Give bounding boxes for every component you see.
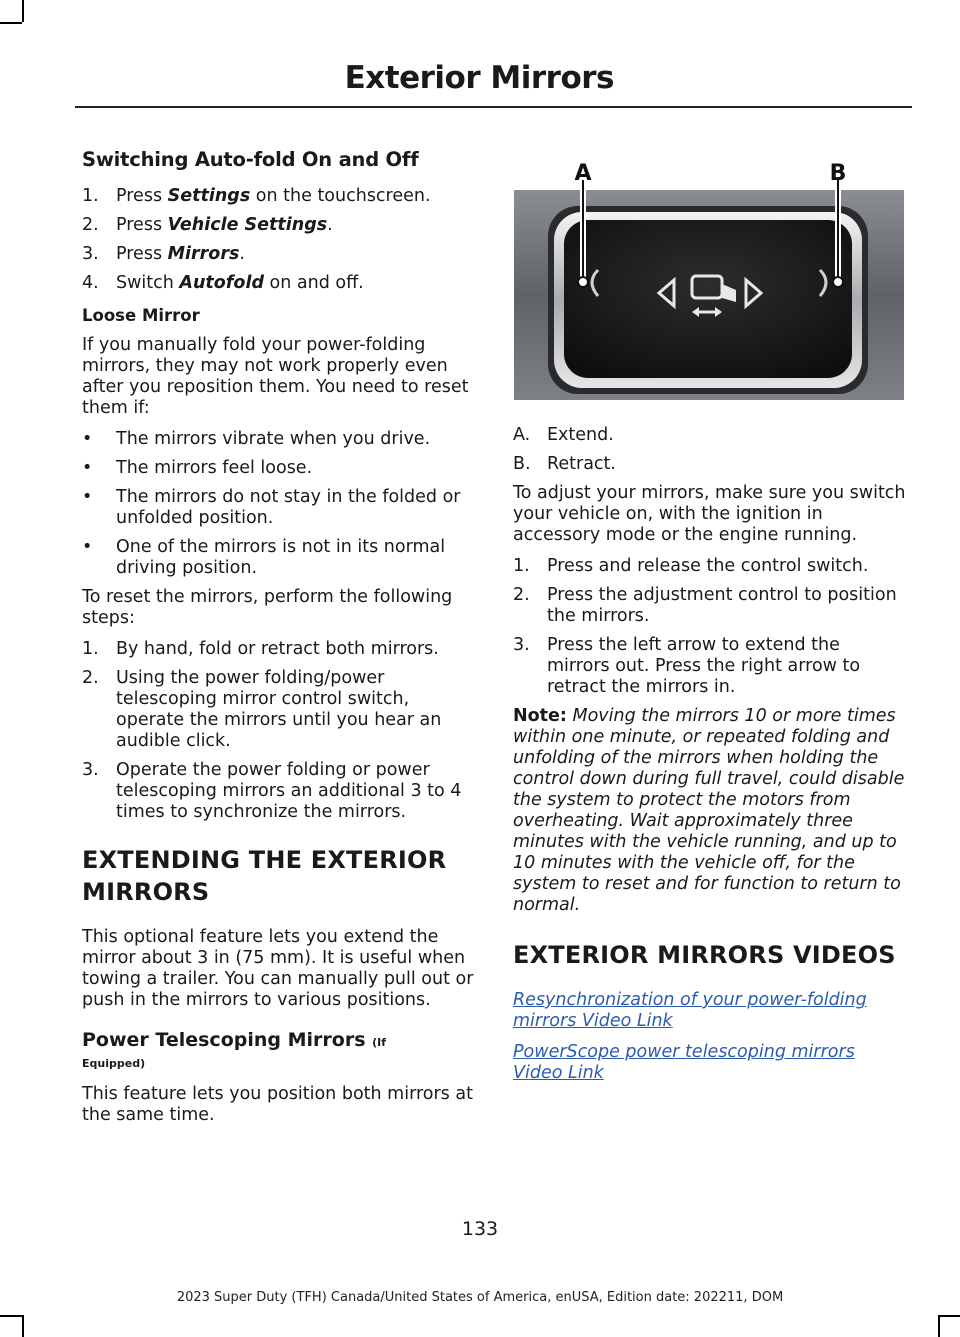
telescoping-body: This feature lets you position both mirrors at the same time. bbox=[82, 1084, 473, 1125]
crop-mark bbox=[22, 0, 24, 22]
autofold-steps bbox=[82, 186, 477, 294]
telescoping-heading: Power Telescoping Mirrors (If Equipped) bbox=[82, 1029, 387, 1070]
video-link-resync[interactable]: Resynchronization of your power-folding mirrors Video Link bbox=[513, 990, 867, 1031]
list-item: • The mirrors vibrate when you drive. bbox=[82, 429, 431, 449]
list-item: B. Retract. bbox=[513, 454, 616, 474]
mirror-switch-svg bbox=[514, 160, 904, 400]
callout-dot-b bbox=[833, 277, 843, 287]
videos-heading: EXTERIOR MIRRORS VIDEOS bbox=[513, 941, 896, 969]
list-item: • One of the mirrors is not in its normal driving position. bbox=[82, 537, 446, 578]
extending-body: This optional feature lets you extend the mirror about 3 in (75 mm). It is useful when towing a trailer. You can manually pull out or push in the mirrors to various positions. bbox=[82, 927, 474, 1010]
crop-mark bbox=[938, 1315, 940, 1337]
extending-heading: EXTENDING THE EXTERIOR MIRRORS bbox=[82, 846, 447, 906]
figure-legend bbox=[513, 425, 908, 475]
list-item: 1. Press and release the control switch. bbox=[513, 556, 869, 576]
callout-dot-a bbox=[578, 277, 588, 287]
list-item: 3. Press Mirrors. bbox=[82, 244, 245, 264]
crop-mark bbox=[938, 1315, 960, 1317]
list-item: 2. Using the power folding/power telescoping mirror control switch, operate the mirrors until you hear an audible click. bbox=[82, 668, 442, 751]
crop-mark bbox=[22, 1315, 24, 1337]
loose-mirror-intro: If you manually fold your power-folding mirrors, they may not work properly even after you reposition them. You need to reset them if: bbox=[82, 335, 469, 418]
list-item: 1. Press Settings on the touchscreen. bbox=[82, 186, 431, 206]
page-number: 133 bbox=[461, 1218, 499, 1240]
reset-steps bbox=[82, 639, 477, 823]
list-item: 2. Press the adjustment control to position the mirrors. bbox=[513, 585, 897, 626]
list-item: 4. Switch Autofold on and off. bbox=[82, 273, 364, 293]
mirror-switch-illustration bbox=[514, 160, 904, 400]
list-item: 2. Press Vehicle Settings. bbox=[82, 215, 333, 235]
crop-mark bbox=[0, 22, 22, 24]
list-item: 1. By hand, fold or retract both mirrors. bbox=[82, 639, 439, 659]
header-rule bbox=[75, 106, 912, 108]
callout-label-a: A bbox=[574, 161, 592, 186]
page-title: Exterior Mirrors bbox=[344, 60, 614, 96]
crop-mark bbox=[0, 1315, 22, 1317]
list-item: 3. Press the left arrow to extend the mirrors out. Press the right arrow to retract the mirrors in. bbox=[513, 635, 861, 697]
adjust-intro: To adjust your mirrors, make sure you switch your vehicle on, with the ignition in accessory mode or the engine running. bbox=[513, 483, 906, 545]
loose-mirror-heading: Loose Mirror bbox=[82, 306, 200, 325]
list-item: A. Extend. bbox=[513, 425, 614, 445]
list-item: 3. Operate the power folding or power telescoping mirrors an additional 3 to 4 times to synchronize the mirrors. bbox=[82, 760, 462, 822]
note-paragraph: Note: Moving the mirrors 10 or more times within one minute, or repeated folding and unfolding of the mirrors when holding the control down during full travel, could disable the system to protect the motors from overheating. Wait approximately three minutes with the vehicle running, and up to 10 minutes with the vehicle off, for the system to reset and for function to return to normal. bbox=[513, 706, 905, 915]
left-column bbox=[82, 142, 477, 1136]
right-column bbox=[513, 425, 908, 1094]
autofold-heading: Switching Auto-fold On and Off bbox=[82, 148, 419, 171]
reset-intro: To reset the mirrors, perform the following steps: bbox=[82, 587, 453, 628]
callout-label-b: B bbox=[829, 161, 847, 186]
adjust-steps bbox=[513, 556, 908, 698]
list-item: • The mirrors do not stay in the folded or unfolded position. bbox=[82, 487, 461, 528]
edition-line: 2023 Super Duty (TFH) Canada/United States of America, enUSA, Edition date: 202211, DOM bbox=[176, 1290, 784, 1305]
list-item: • The mirrors feel loose. bbox=[82, 458, 313, 478]
loose-mirror-bullets bbox=[82, 429, 477, 579]
video-link-powerscope[interactable]: PowerScope power telescoping mirrors Video Link bbox=[513, 1042, 855, 1083]
